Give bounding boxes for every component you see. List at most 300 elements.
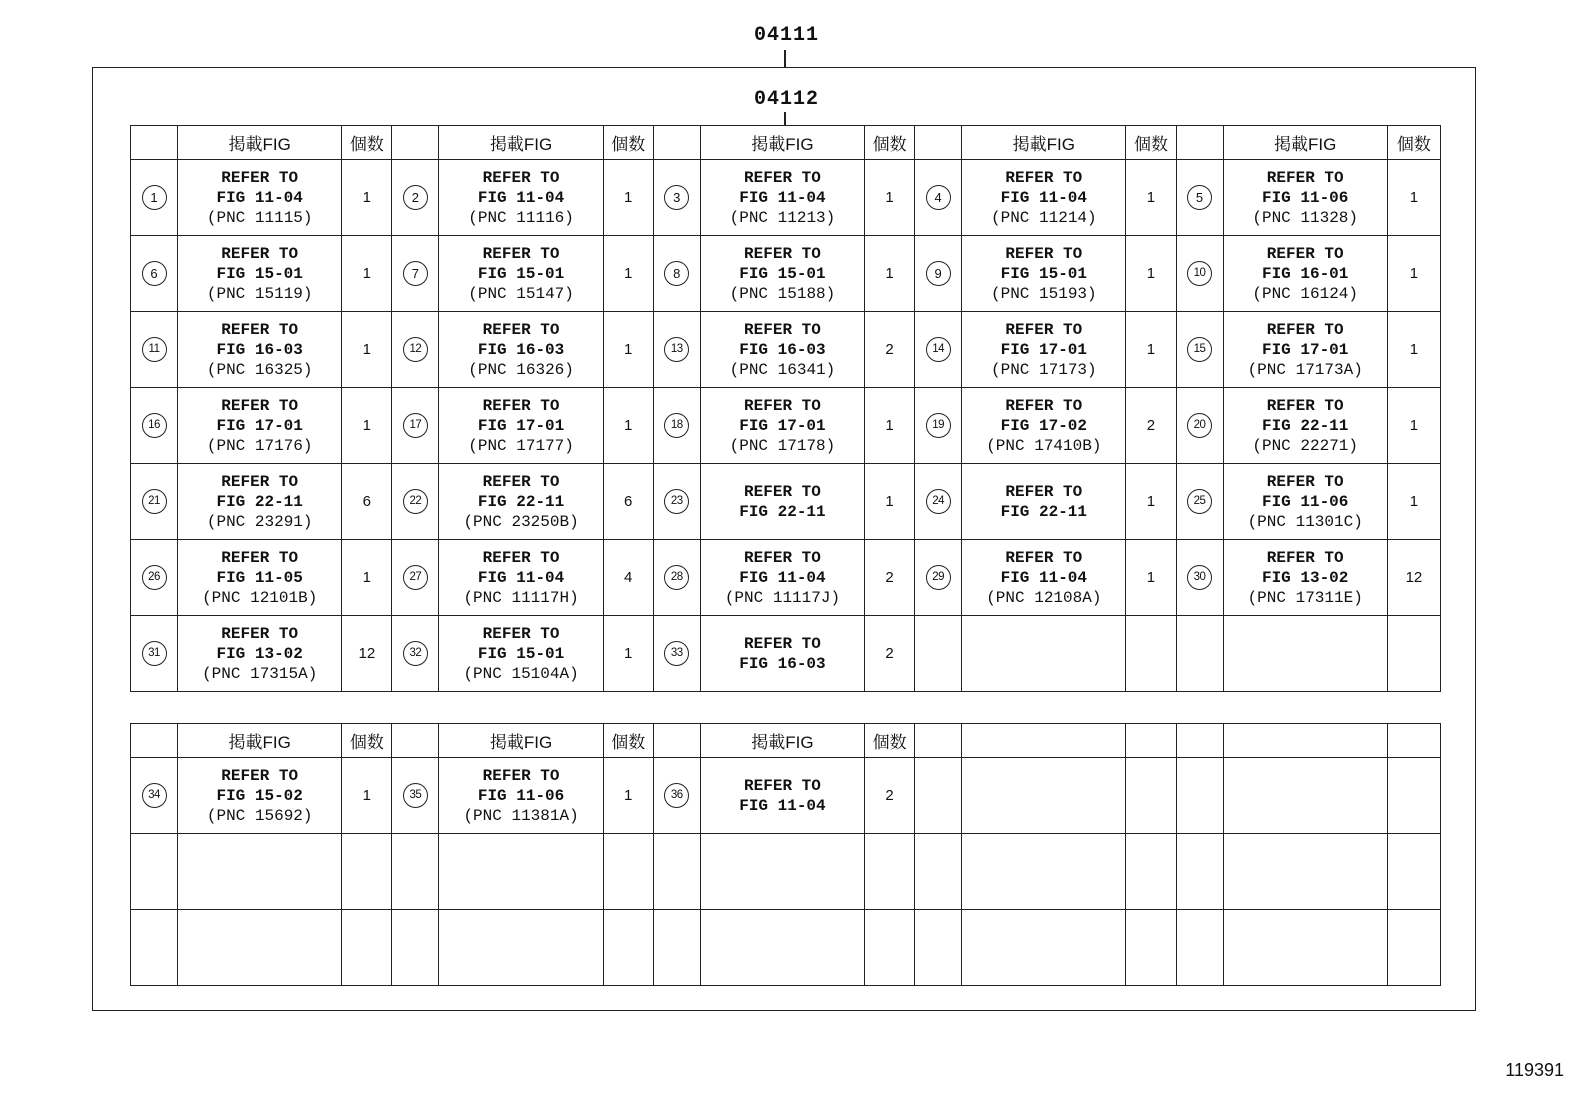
pnc-line: (PNC 17410B) <box>986 436 1102 455</box>
reference-line: REFER TO <box>482 396 560 415</box>
reference-cell <box>178 616 342 692</box>
item-number-cell <box>915 910 962 986</box>
item-number-badge: 30 <box>1187 565 1212 590</box>
reference-cell <box>700 540 864 616</box>
reference-line: FIG 15-01 <box>477 264 565 283</box>
header-num-cell <box>131 126 178 160</box>
item-number-cell <box>1176 758 1223 834</box>
header-num-cell <box>392 126 439 160</box>
item-number-badge: 17 <box>403 413 428 438</box>
item-number-cell <box>1176 834 1223 910</box>
quantity-cell: 1 <box>1387 388 1440 464</box>
reference-line: REFER TO <box>1005 396 1083 415</box>
pnc-line: (PNC 11301C) <box>1247 512 1363 531</box>
item-number-badge: 19 <box>926 413 951 438</box>
reference-line: REFER TO <box>1005 244 1083 263</box>
reference-cell <box>178 388 342 464</box>
reference-line: FIG 15-01 <box>1000 264 1088 283</box>
header-num-cell <box>915 724 962 758</box>
reference-cell <box>178 834 342 910</box>
item-number-badge: 14 <box>926 337 951 362</box>
header-qty: 個数 <box>865 126 915 160</box>
reference-line: REFER TO <box>221 472 299 491</box>
quantity-cell <box>1387 758 1440 834</box>
reference-line: FIG 11-05 <box>216 568 303 587</box>
quantity-cell: 2 <box>865 758 915 834</box>
reference-line: FIG 15-01 <box>739 264 826 283</box>
reference-cell <box>700 616 864 692</box>
reference-cell <box>1223 312 1387 388</box>
reference-line: REFER TO <box>1266 320 1344 339</box>
item-number-badge: 23 <box>664 489 689 514</box>
header-fig: 掲載FIG <box>439 724 603 758</box>
reference-cell <box>962 910 1126 986</box>
reference-line: FIG 16-03 <box>739 340 826 359</box>
pnc-line: (PNC 16325) <box>206 360 313 379</box>
header-fig: 掲載FIG <box>1223 126 1387 160</box>
header-fig: 掲載FIG <box>700 126 864 160</box>
item-number-cell <box>1176 910 1223 986</box>
pnc-line: (PNC 16124) <box>1252 284 1358 303</box>
reference-cell <box>962 616 1126 692</box>
quantity-cell <box>1387 834 1440 910</box>
reference-cell <box>700 160 864 236</box>
table-row <box>131 910 1441 986</box>
pnc-line: (PNC 15188) <box>729 284 836 303</box>
reference-cell <box>700 910 864 986</box>
quantity-cell <box>1126 616 1176 692</box>
quantity-cell: 1 <box>342 388 392 464</box>
reference-line: REFER TO <box>1005 548 1083 567</box>
pnc-line: (PNC 17173) <box>991 360 1097 379</box>
reference-line: FIG 22-11 <box>1261 416 1349 435</box>
quantity-cell: 1 <box>865 464 915 540</box>
reference-line: REFER TO <box>744 168 821 187</box>
reference-line: REFER TO <box>482 548 560 567</box>
pnc-line: (PNC 23250B) <box>463 512 579 531</box>
table-row <box>131 388 1441 464</box>
item-number-badge: 36 <box>664 783 689 808</box>
quantity-cell: 1 <box>603 758 653 834</box>
header-qty: 個数 <box>342 724 392 758</box>
pnc-line: (PNC 16341) <box>729 360 836 379</box>
quantity-cell <box>1126 834 1176 910</box>
item-number-badge: 24 <box>926 489 951 514</box>
header-qty <box>1387 724 1440 758</box>
reference-cell <box>1223 160 1387 236</box>
reference-cell <box>439 236 603 312</box>
header-num-cell <box>653 126 700 160</box>
item-number-cell <box>392 388 439 464</box>
reference-line: REFER TO <box>482 244 560 263</box>
reference-line: REFER TO <box>744 396 821 415</box>
reference-cell <box>700 464 864 540</box>
reference-line: FIG 11-06 <box>477 786 565 805</box>
reference-line: FIG 11-04 <box>477 568 565 587</box>
item-number-badge: 28 <box>664 565 689 590</box>
quantity-cell: 1 <box>603 388 653 464</box>
reference-cell <box>439 910 603 986</box>
reference-cell <box>962 236 1126 312</box>
table-row <box>131 758 1441 834</box>
reference-cell <box>1223 616 1387 692</box>
header-row <box>131 724 1441 758</box>
reference-line: FIG 17-02 <box>1000 416 1088 435</box>
item-number-badge: 1 <box>142 185 167 210</box>
reference-cell <box>1223 236 1387 312</box>
reference-line: FIG 11-04 <box>739 796 826 815</box>
reference-line: REFER TO <box>1005 168 1083 187</box>
quantity-cell <box>1387 910 1440 986</box>
reference-line: FIG 11-04 <box>477 188 565 207</box>
header-num-cell <box>915 126 962 160</box>
reference-cell <box>439 616 603 692</box>
pnc-line: (PNC 23291) <box>206 512 313 531</box>
reference-cell <box>439 160 603 236</box>
inner-leader-line <box>784 112 786 126</box>
header-qty: 個数 <box>865 724 915 758</box>
pnc-line: (PNC 12101B) <box>202 588 318 607</box>
pnc-line: (PNC 22271) <box>1252 436 1358 455</box>
reference-cell <box>962 464 1126 540</box>
reference-line: FIG 13-02 <box>216 644 303 663</box>
item-number-cell <box>392 834 439 910</box>
reference-line: REFER TO <box>221 244 299 263</box>
outer-assembly-label: 04111 <box>754 24 820 47</box>
item-number-badge: 15 <box>1187 337 1212 362</box>
reference-line: FIG 15-02 <box>216 786 303 805</box>
header-qty: 個数 <box>1387 126 1440 160</box>
reference-cell <box>178 758 342 834</box>
reference-line: REFER TO <box>1005 482 1083 501</box>
header-num-cell <box>392 724 439 758</box>
header-qty: 個数 <box>342 126 392 160</box>
header-row <box>131 126 1441 160</box>
item-number-cell <box>392 236 439 312</box>
reference-line: REFER TO <box>744 548 821 567</box>
reference-cell <box>439 464 603 540</box>
pnc-line: (PNC 17173A) <box>1247 360 1363 379</box>
quantity-cell: 1 <box>1126 540 1176 616</box>
reference-line: REFER TO <box>1266 168 1344 187</box>
reference-line: FIG 17-01 <box>1000 340 1088 359</box>
table-row <box>131 616 1441 692</box>
reference-line: REFER TO <box>744 482 821 501</box>
pnc-line: (PNC 11116) <box>468 208 574 227</box>
quantity-cell: 1 <box>865 160 915 236</box>
reference-cell <box>439 388 603 464</box>
reference-line: FIG 13-02 <box>1261 568 1349 587</box>
reference-cell <box>700 834 864 910</box>
reference-line: FIG 22-11 <box>1000 502 1088 521</box>
reference-cell <box>700 388 864 464</box>
outer-leader-line <box>784 50 786 67</box>
table-row <box>131 540 1441 616</box>
quantity-cell: 1 <box>1126 160 1176 236</box>
reference-line: FIG 17-01 <box>1261 340 1349 359</box>
item-number-badge: 16 <box>142 413 167 438</box>
item-number-cell <box>1176 236 1223 312</box>
reference-line: FIG 22-11 <box>477 492 565 511</box>
reference-line: REFER TO <box>221 320 299 339</box>
item-number-cell <box>392 312 439 388</box>
item-number-cell <box>653 160 700 236</box>
item-number-badge: 25 <box>1187 489 1212 514</box>
item-number-cell <box>392 758 439 834</box>
quantity-cell: 2 <box>865 312 915 388</box>
reference-line: FIG 11-06 <box>1261 188 1349 207</box>
pnc-line: (PNC 11117J) <box>724 588 841 607</box>
quantity-cell: 1 <box>342 236 392 312</box>
inner-assembly-label: 04112 <box>754 88 820 111</box>
item-number-badge: 7 <box>403 261 428 286</box>
item-number-badge: 20 <box>1187 413 1212 438</box>
reference-cell <box>1223 834 1387 910</box>
pnc-line: (PNC 15104A) <box>463 664 579 683</box>
header-fig: 掲載FIG <box>178 724 342 758</box>
table-row <box>131 464 1441 540</box>
item-number-cell <box>653 464 700 540</box>
quantity-cell: 1 <box>865 388 915 464</box>
reference-table-secondary <box>130 723 1441 986</box>
item-number-cell <box>653 388 700 464</box>
reference-cell <box>1223 464 1387 540</box>
item-number-badge: 27 <box>403 565 428 590</box>
header-fig <box>1223 724 1387 758</box>
item-number-cell <box>1176 388 1223 464</box>
quantity-cell: 2 <box>865 540 915 616</box>
reference-cell <box>1223 540 1387 616</box>
reference-cell <box>178 236 342 312</box>
pnc-line: (PNC 11328) <box>1252 208 1358 227</box>
reference-cell <box>962 388 1126 464</box>
quantity-cell: 1 <box>865 236 915 312</box>
quantity-cell: 1 <box>342 160 392 236</box>
table-row <box>131 312 1441 388</box>
header-qty: 個数 <box>603 724 653 758</box>
item-number-badge: 12 <box>403 337 428 362</box>
pnc-line: (PNC 11115) <box>206 208 313 227</box>
item-number-cell <box>392 160 439 236</box>
item-number-badge: 13 <box>664 337 689 362</box>
item-number-cell <box>915 758 962 834</box>
reference-line: REFER TO <box>1005 320 1083 339</box>
pnc-line: (PNC 12108A) <box>986 588 1102 607</box>
header-fig <box>962 724 1126 758</box>
reference-line: REFER TO <box>1266 472 1344 491</box>
pnc-line: (PNC 17176) <box>206 436 313 455</box>
quantity-cell <box>1126 910 1176 986</box>
item-number-badge: 3 <box>664 185 689 210</box>
reference-line: REFER TO <box>482 320 560 339</box>
reference-line: REFER TO <box>744 320 821 339</box>
reference-line: REFER TO <box>1266 548 1344 567</box>
reference-cell <box>962 160 1126 236</box>
pnc-line: (PNC 11213) <box>729 208 836 227</box>
quantity-cell <box>603 834 653 910</box>
item-number-badge: 34 <box>142 783 167 808</box>
item-number-cell <box>1176 616 1223 692</box>
item-number-badge: 33 <box>664 641 689 666</box>
item-number-badge: 10 <box>1187 261 1212 286</box>
item-number-cell <box>915 834 962 910</box>
reference-line: FIG 16-03 <box>216 340 303 359</box>
item-number-cell <box>1176 464 1223 540</box>
reference-line: FIG 17-01 <box>739 416 826 435</box>
quantity-cell <box>865 910 915 986</box>
pnc-line: (PNC 15119) <box>206 284 313 303</box>
item-number-cell <box>392 540 439 616</box>
quantity-cell <box>865 834 915 910</box>
reference-line: FIG 15-01 <box>216 264 303 283</box>
quantity-cell: 1 <box>603 160 653 236</box>
reference-line: REFER TO <box>221 548 299 567</box>
item-number-cell <box>653 236 700 312</box>
quantity-cell <box>342 834 392 910</box>
quantity-cell: 1 <box>342 540 392 616</box>
pnc-line: (PNC 11214) <box>991 208 1097 227</box>
reference-cell <box>178 312 342 388</box>
item-number-cell <box>653 616 700 692</box>
header-qty: 個数 <box>1126 126 1176 160</box>
reference-line: REFER TO <box>744 244 821 263</box>
quantity-cell: 1 <box>1126 464 1176 540</box>
header-num-cell <box>131 724 178 758</box>
quantity-cell: 1 <box>603 616 653 692</box>
reference-line: REFER TO <box>221 624 299 643</box>
item-number-badge: 8 <box>664 261 689 286</box>
reference-cell <box>178 540 342 616</box>
reference-line: FIG 22-11 <box>216 492 303 511</box>
item-number-badge: 9 <box>926 261 951 286</box>
pnc-line: (PNC 11381A) <box>463 806 579 825</box>
header-num-cell <box>653 724 700 758</box>
reference-line: REFER TO <box>482 624 560 643</box>
header-fig: 掲載FIG <box>178 126 342 160</box>
reference-cell <box>700 312 864 388</box>
reference-line: REFER TO <box>482 472 560 491</box>
reference-cell <box>1223 910 1387 986</box>
item-number-badge: 32 <box>403 641 428 666</box>
quantity-cell <box>1126 758 1176 834</box>
reference-cell <box>439 758 603 834</box>
reference-cell <box>700 236 864 312</box>
quantity-cell <box>1387 616 1440 692</box>
item-number-cell <box>392 464 439 540</box>
item-number-badge: 2 <box>403 185 428 210</box>
item-number-cell <box>915 236 962 312</box>
item-number-cell <box>131 616 178 692</box>
quantity-cell: 1 <box>1387 312 1440 388</box>
reference-cell <box>178 464 342 540</box>
reference-line: FIG 11-04 <box>1000 188 1088 207</box>
item-number-cell <box>653 834 700 910</box>
item-number-cell <box>131 834 178 910</box>
item-number-cell <box>131 910 178 986</box>
pnc-line: (PNC 11117H) <box>463 588 579 607</box>
quantity-cell <box>342 910 392 986</box>
item-number-cell <box>653 312 700 388</box>
pnc-line: (PNC 17177) <box>468 436 574 455</box>
item-number-cell <box>1176 540 1223 616</box>
item-number-cell <box>131 464 178 540</box>
reference-line: REFER TO <box>1266 396 1344 415</box>
reference-cell <box>1223 758 1387 834</box>
quantity-cell: 1 <box>603 312 653 388</box>
item-number-cell <box>653 758 700 834</box>
quantity-cell: 2 <box>1126 388 1176 464</box>
item-number-badge: 29 <box>926 565 951 590</box>
item-number-badge: 35 <box>403 783 428 808</box>
reference-line: FIG 16-03 <box>477 340 565 359</box>
quantity-cell: 4 <box>603 540 653 616</box>
quantity-cell: 1 <box>603 236 653 312</box>
quantity-cell: 2 <box>865 616 915 692</box>
quantity-cell: 6 <box>603 464 653 540</box>
header-qty: 個数 <box>603 126 653 160</box>
table-row <box>131 834 1441 910</box>
reference-cell <box>439 312 603 388</box>
reference-cell <box>439 834 603 910</box>
quantity-cell: 1 <box>1387 160 1440 236</box>
reference-line: FIG 15-01 <box>477 644 565 663</box>
reference-cell <box>962 312 1126 388</box>
item-number-badge: 5 <box>1187 185 1212 210</box>
quantity-cell: 6 <box>342 464 392 540</box>
quantity-cell: 12 <box>1387 540 1440 616</box>
item-number-cell <box>1176 160 1223 236</box>
header-fig: 掲載FIG <box>439 126 603 160</box>
figure-id: 119391 <box>1505 1060 1564 1080</box>
item-number-cell <box>915 388 962 464</box>
item-number-badge: 26 <box>142 565 167 590</box>
reference-line: REFER TO <box>221 168 299 187</box>
item-number-badge: 11 <box>142 337 167 362</box>
item-number-cell <box>915 464 962 540</box>
item-number-cell <box>915 160 962 236</box>
item-number-cell <box>131 388 178 464</box>
table-row <box>131 160 1441 236</box>
reference-line: FIG 16-01 <box>1261 264 1349 283</box>
item-number-cell <box>131 236 178 312</box>
reference-line: REFER TO <box>744 776 821 795</box>
item-number-badge: 18 <box>664 413 689 438</box>
reference-line: FIG 11-06 <box>1261 492 1349 511</box>
item-number-cell <box>392 910 439 986</box>
quantity-cell: 1 <box>342 758 392 834</box>
item-number-cell <box>131 160 178 236</box>
reference-cell <box>962 834 1126 910</box>
item-number-cell <box>131 758 178 834</box>
header-fig: 掲載FIG <box>700 724 864 758</box>
reference-line: FIG 16-03 <box>739 654 826 673</box>
reference-line: REFER TO <box>221 766 299 785</box>
reference-line: FIG 11-04 <box>1000 568 1088 587</box>
reference-line: FIG 11-04 <box>739 568 826 587</box>
pnc-line: (PNC 17311E) <box>1247 588 1363 607</box>
table-row <box>131 236 1441 312</box>
reference-cell <box>700 758 864 834</box>
reference-line: FIG 17-01 <box>216 416 303 435</box>
reference-cell <box>1223 388 1387 464</box>
quantity-cell: 1 <box>1387 236 1440 312</box>
reference-line: FIG 17-01 <box>477 416 565 435</box>
header-num-cell <box>1176 724 1223 758</box>
reference-cell <box>178 910 342 986</box>
reference-cell <box>178 160 342 236</box>
quantity-cell <box>603 910 653 986</box>
item-number-cell <box>915 616 962 692</box>
